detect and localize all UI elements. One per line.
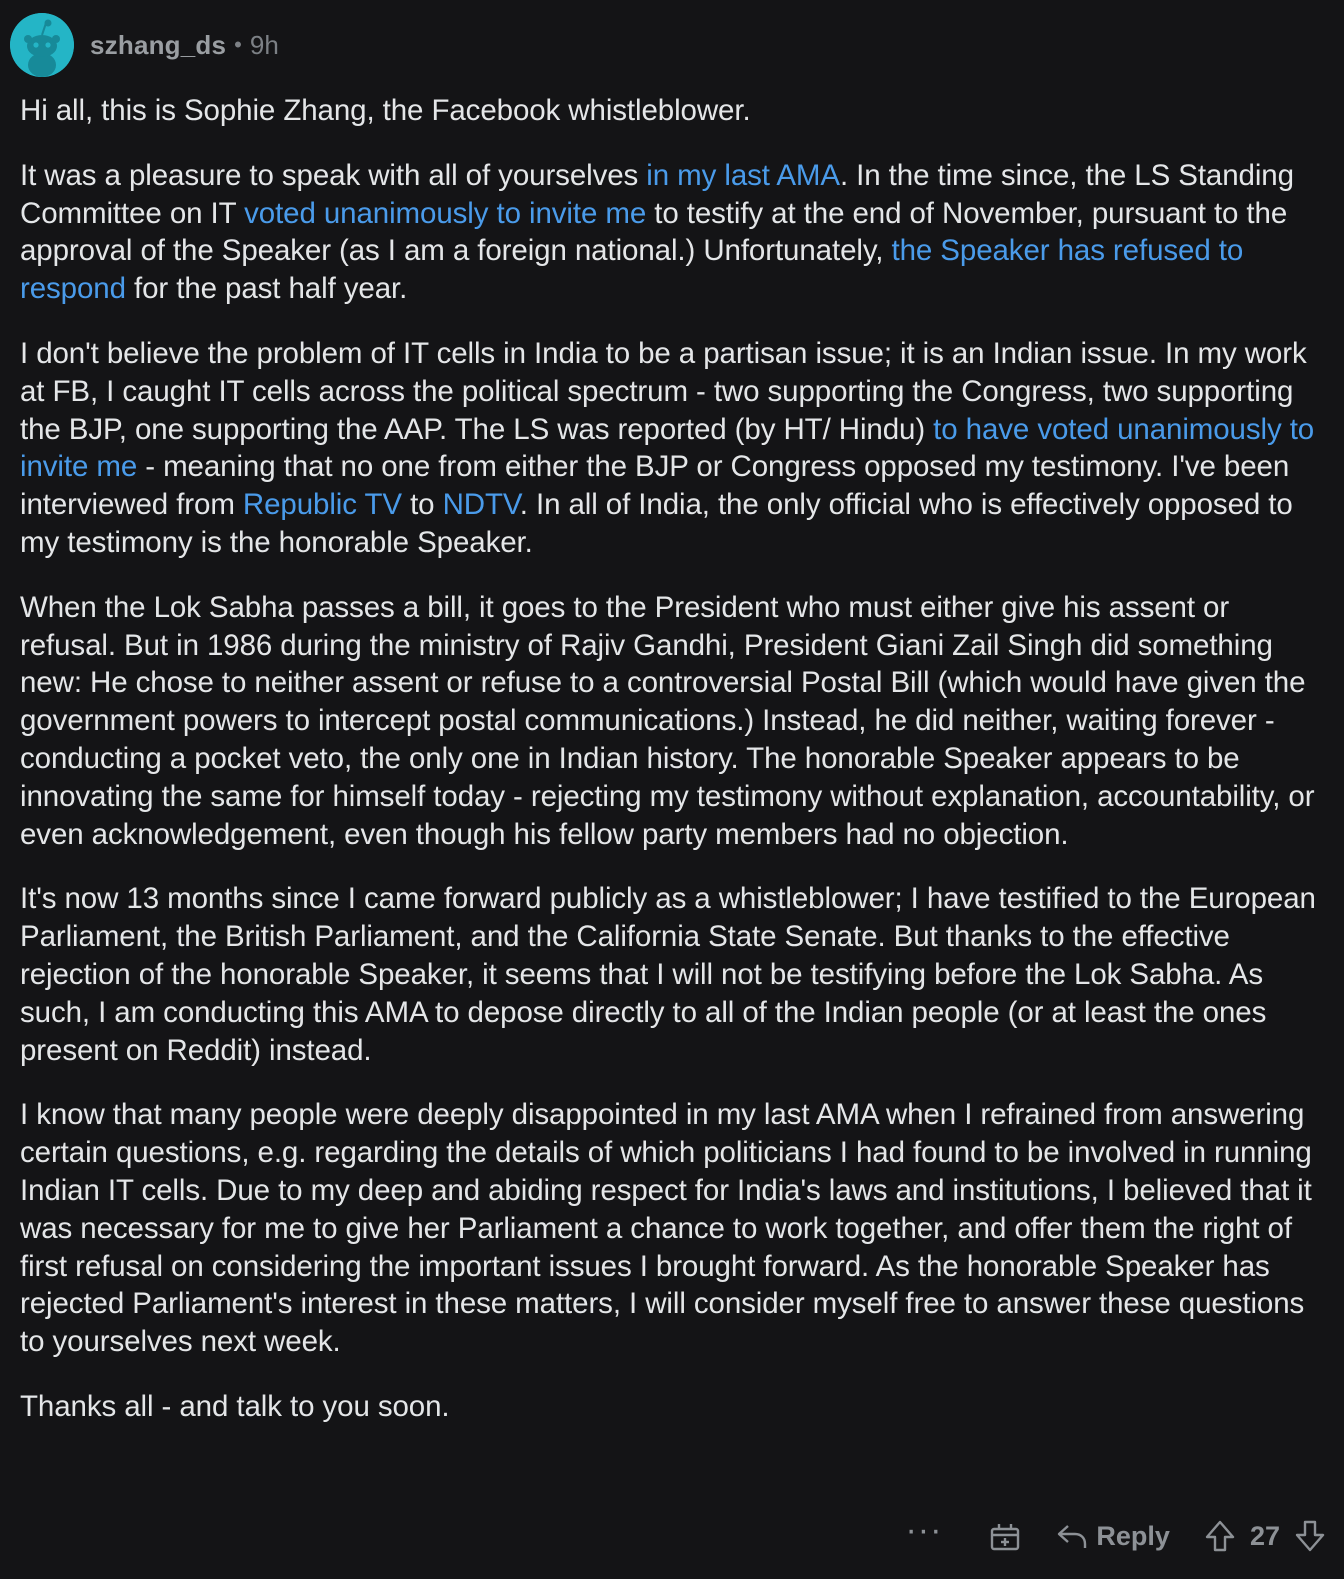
award-button[interactable] [988, 1519, 1022, 1553]
paragraph-text: for the past half year. [125, 272, 408, 306]
comment-header [10, 12, 279, 78]
paragraph-text: I know that many people were deeply disappointed in my last AMA when I refrained from answering certain questions, e.g. regarding the details of which politicians I had found to be involved in running Indian IT cells. Due to my deep and abiding respect for India's laws and institutions, I believed that it was necessary for me to give her Parliament a chance to work together, and offer them the right of first refusal on considering the important issues I brought forward. As the honorable Speaker has rejected Parliament's interest in these matters, I will consider myself free to answer these questions to yourselves next week. [20, 1098, 1312, 1359]
reply-label: Reply [1096, 1520, 1170, 1551]
meta-separator: • [234, 32, 242, 57]
paragraph-text: . In all of India, the only official who is effectively opposed to my testimony is the honorable Speaker. [20, 488, 1293, 559]
reddit-snoo-avatar-icon [10, 13, 74, 77]
downvote-arrow-icon[interactable] [1294, 1519, 1326, 1553]
comment-paragraph [20, 880, 1328, 1069]
paragraph-text: Hi all, this is Sophie Zhang, the Facebook whistleblower. [20, 94, 751, 127]
vote-control [1204, 1519, 1326, 1553]
comment-paragraph [20, 335, 1328, 562]
paragraph-text: It was a pleasure to speak with all of yourselves [20, 158, 647, 192]
comment-actions [905, 1512, 1326, 1560]
inline-link[interactable]: to have voted unanimously to invite me [20, 412, 1315, 484]
paragraph-text: Thanks all - and talk to you soon. [20, 1389, 450, 1423]
paragraph-text: . In the time since, the LS Standing Committee on IT [20, 158, 1294, 230]
paragraph-text: When the Lok Sabha passes a bill, it goes to the President who must either give his assent or refusal. But in 1986 during the ministry of Rajiv Gandhi, President Giani Zail Singh did something new: He chose to neither assent or refuse to a controversial Postal Bill (which would have given the government powers to intercept postal communications.) Instead, he did neither, waiting forever - conducting a pocket veto, the only one in Indian history. The honorable Speaker appears to be innovating the same for himself today - rejecting my testimony without explanation, accountability, or even acknowledgement, even though his fellow party members had no objection. [20, 590, 1315, 851]
inline-link[interactable]: voted unanimously to invite me [244, 196, 647, 230]
award-gift-icon [988, 1519, 1022, 1553]
username-link[interactable]: szhang_ds [90, 29, 227, 60]
avatar[interactable] [10, 13, 74, 77]
inline-link[interactable]: Republic TV [242, 488, 402, 522]
vote-count: 27 [1249, 1520, 1280, 1551]
paragraph-text: to [401, 488, 443, 522]
more-options-button[interactable]: ··· [905, 1511, 943, 1549]
comment-age: 9h [249, 29, 279, 60]
inline-link[interactable]: NDTV [442, 488, 520, 522]
comment-paragraph [20, 589, 1328, 854]
comment-body [20, 92, 1328, 1453]
upvote-arrow-icon[interactable] [1204, 1519, 1236, 1553]
inline-link[interactable]: the Speaker has refused to respond [20, 234, 1244, 306]
paragraph-text: to testify at the end of November, pursuant to the approval of the Speaker (as I am a foreign national.) Unfortunately, [20, 196, 1288, 268]
comment-paragraph [20, 92, 1328, 130]
inline-link[interactable]: in my last AMA [646, 158, 840, 192]
comment-paragraph [20, 1388, 1328, 1426]
paragraph-text: It's now 13 months since I came forward publicly as a whistleblower; I have testified to the European Parliament, the British Parliament, and the California State Senate. But thanks to the effective rejection of the honorable Speaker, it seems that I will not be testifying before the Lok Sabha. As such, I am conducting this AMA to depose directly to all of the Indian people (or at least the ones present on Reddit) instead. [20, 882, 1316, 1067]
paragraph-text: - meaning that no one from either the BJP or Congress opposed my testimony. I've been interviewed from [20, 450, 1290, 522]
comment-paragraph [20, 1096, 1328, 1361]
comment-paragraph [20, 157, 1328, 308]
reply-arrow-icon [1056, 1521, 1088, 1551]
paragraph-text: I don't believe the problem of IT cells in India to be a partisan issue; it is an Indian issue. In my work at FB, I caught IT cells across the political spectrum - two supporting the Congress, two supporting the BJP, one supporting the AAP. The LS was reported (by HT/ Hindu) [20, 336, 1307, 446]
reply-button[interactable] [1056, 1521, 1170, 1552]
